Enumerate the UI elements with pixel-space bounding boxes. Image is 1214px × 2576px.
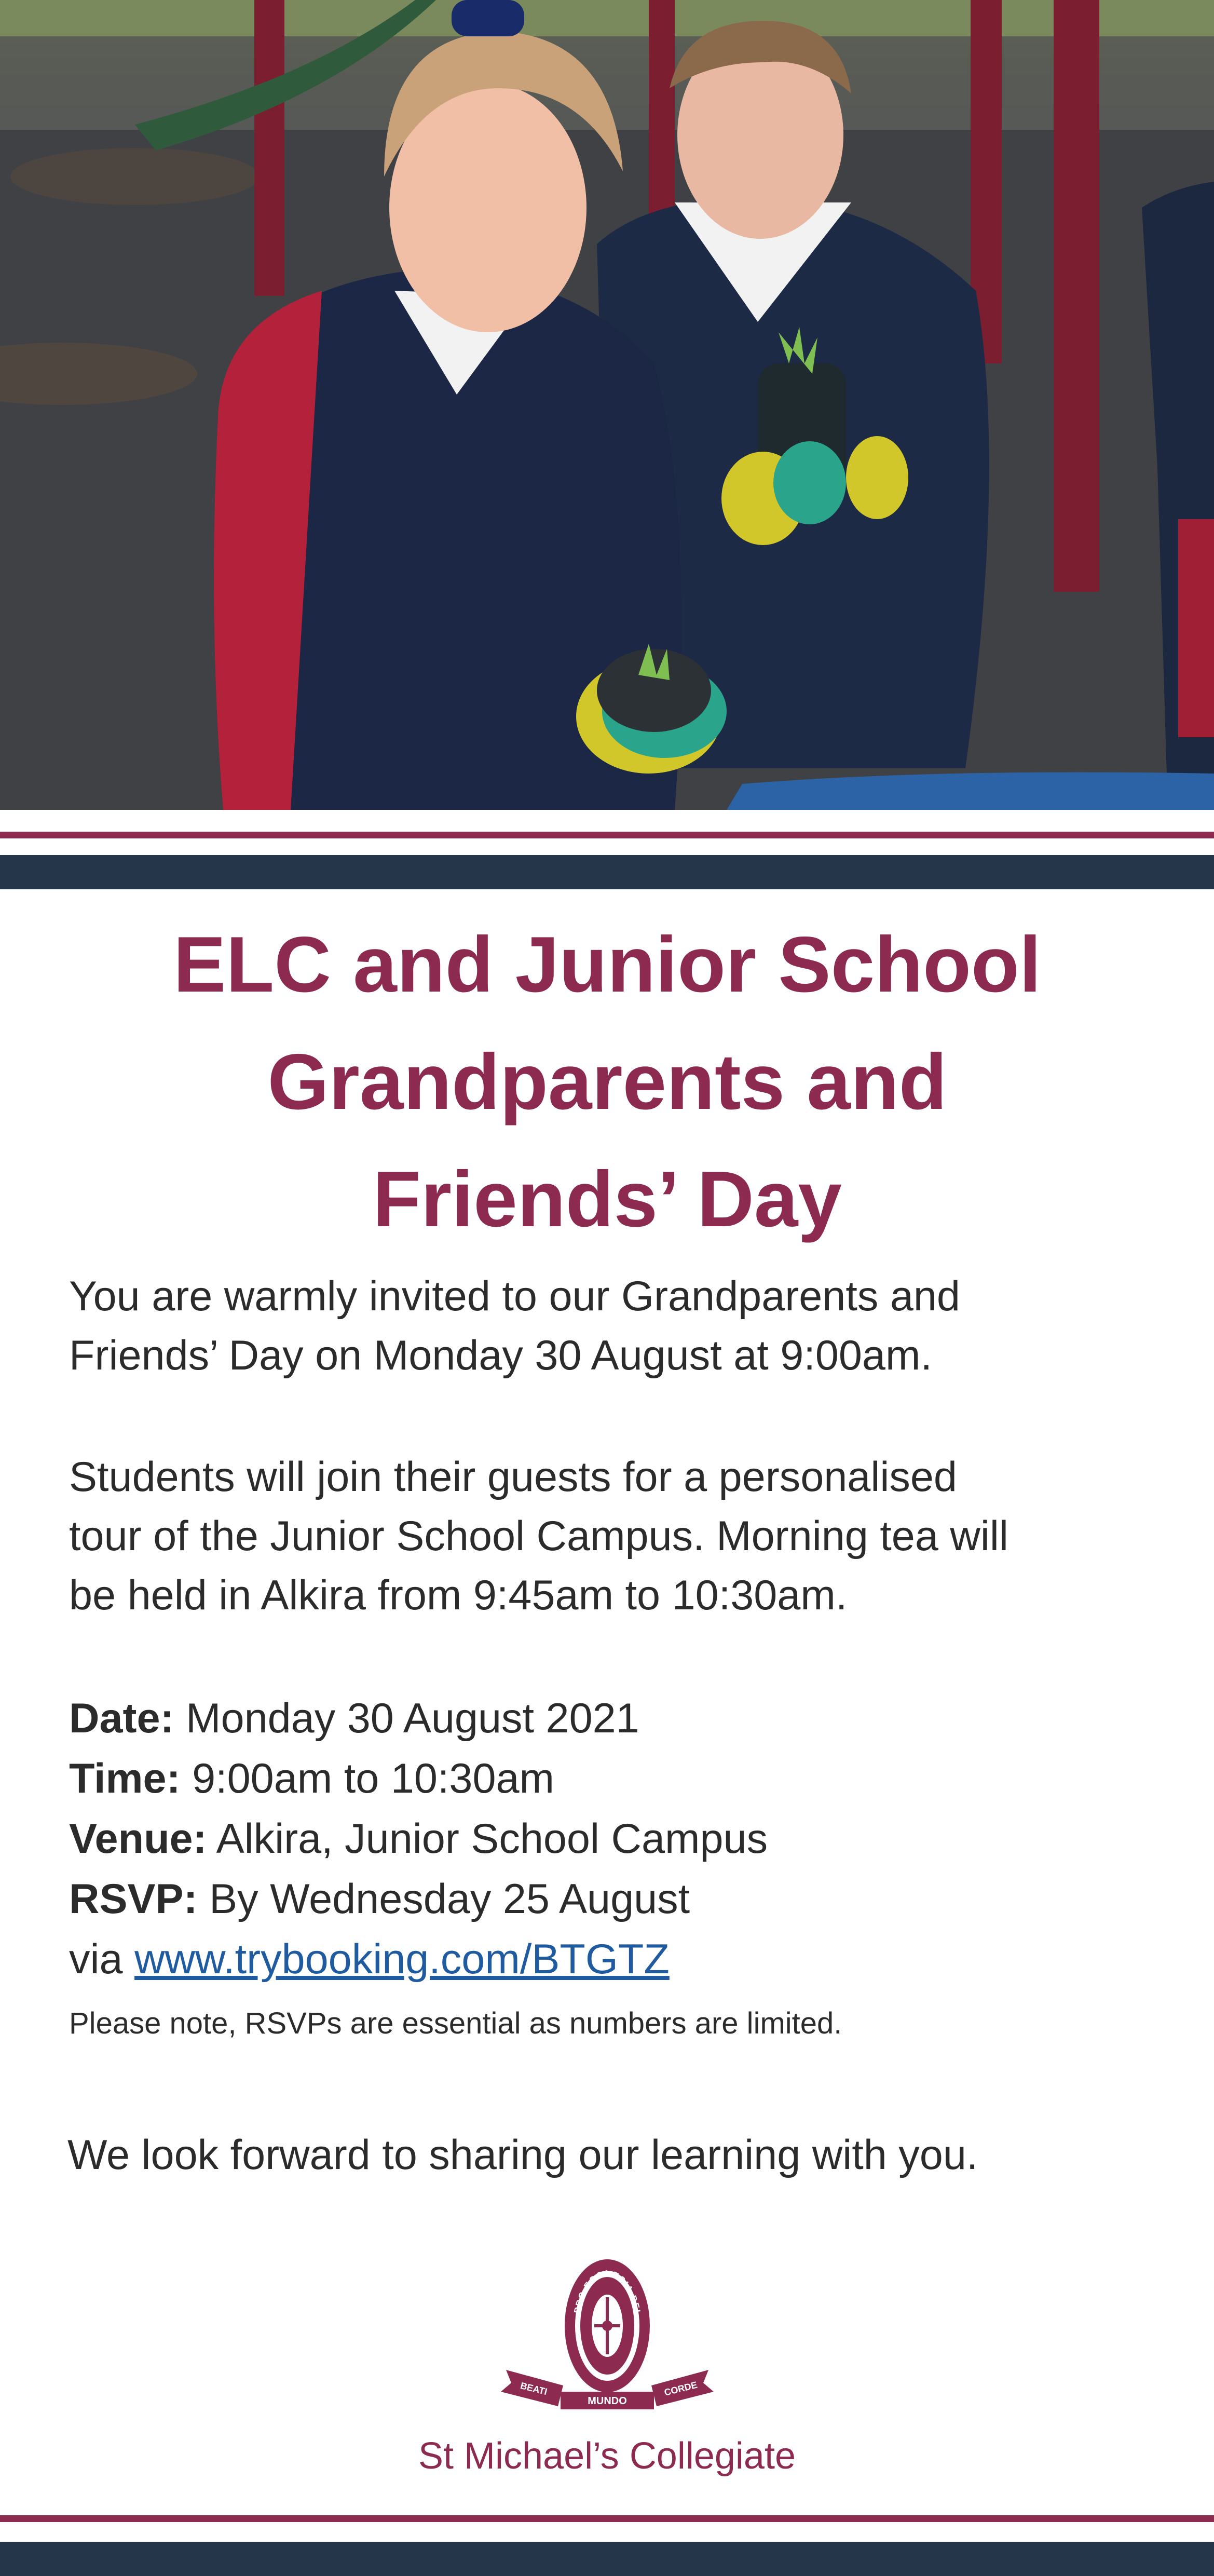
crest-ring-text: PRO ECCLESIA DEI — [572, 2268, 643, 2314]
title-line: Friends’ Day — [373, 1155, 842, 1243]
trybooking-link[interactable]: www.trybooking.com/BTGTZ — [134, 1936, 670, 1983]
crest-right-scroll: CORDE — [663, 2379, 699, 2398]
time-label: Time: — [69, 1755, 181, 1802]
date-label: Date: — [69, 1695, 174, 1742]
event-title — [62, 906, 1152, 1258]
time-row — [69, 1748, 1159, 1809]
intro-paragraph — [69, 1267, 1159, 1385]
rsvp-value: By Wednesday 25 August — [197, 1876, 690, 1922]
title-line: ELC and Junior School — [173, 920, 1042, 1009]
title-line: Grandparents and — [267, 1038, 947, 1126]
bottom-divider-thick — [0, 2542, 1214, 2576]
via-text: via — [69, 1936, 135, 1983]
tour-paragraph — [69, 1447, 1159, 1625]
closing-text: We look forward to sharing our learning with you. — [67, 2132, 978, 2178]
venue-label: Venue: — [69, 1815, 207, 1862]
event-details — [69, 1688, 1159, 1989]
hero-photo — [0, 0, 1214, 810]
venue-row — [69, 1809, 1159, 1869]
school-name: St Michael’s Collegiate — [418, 2435, 796, 2477]
hero-illustration — [0, 0, 1214, 810]
school-crest-icon — [496, 2256, 719, 2430]
tour-line: Students will join their guests for a personalised — [69, 1454, 957, 1500]
rsvp-link-row — [69, 1929, 1159, 1989]
intro-line: Friends’ Day on Monday 30 August at 9:00am. — [69, 1332, 932, 1379]
date-row — [69, 1688, 1159, 1748]
bottom-divider-thin — [0, 2515, 1214, 2522]
rsvp-row — [69, 1869, 1159, 1929]
intro-line: You are warmly invited to our Grandparents and — [69, 1273, 960, 1320]
venue-value: Alkira, Junior School Campus — [207, 1815, 768, 1862]
top-divider-thin — [0, 832, 1214, 838]
tour-line: be held in Alkira from 9:45am to 10:30am. — [69, 1572, 848, 1619]
crest-center-scroll: MUNDO — [588, 2395, 627, 2407]
rsvp-note: Please note, RSVPs are essential as numbers are limited. — [69, 2006, 842, 2040]
date-value: Monday 30 August 2021 — [174, 1695, 639, 1742]
crest-left-scroll: BEATI — [519, 2380, 549, 2397]
rsvp-label: RSVP: — [69, 1876, 198, 1922]
top-divider-thick — [0, 855, 1214, 889]
time-value: 9:00am to 10:30am — [180, 1755, 555, 1802]
tour-line: tour of the Junior School Campus. Morning tea will — [69, 1513, 1008, 1560]
